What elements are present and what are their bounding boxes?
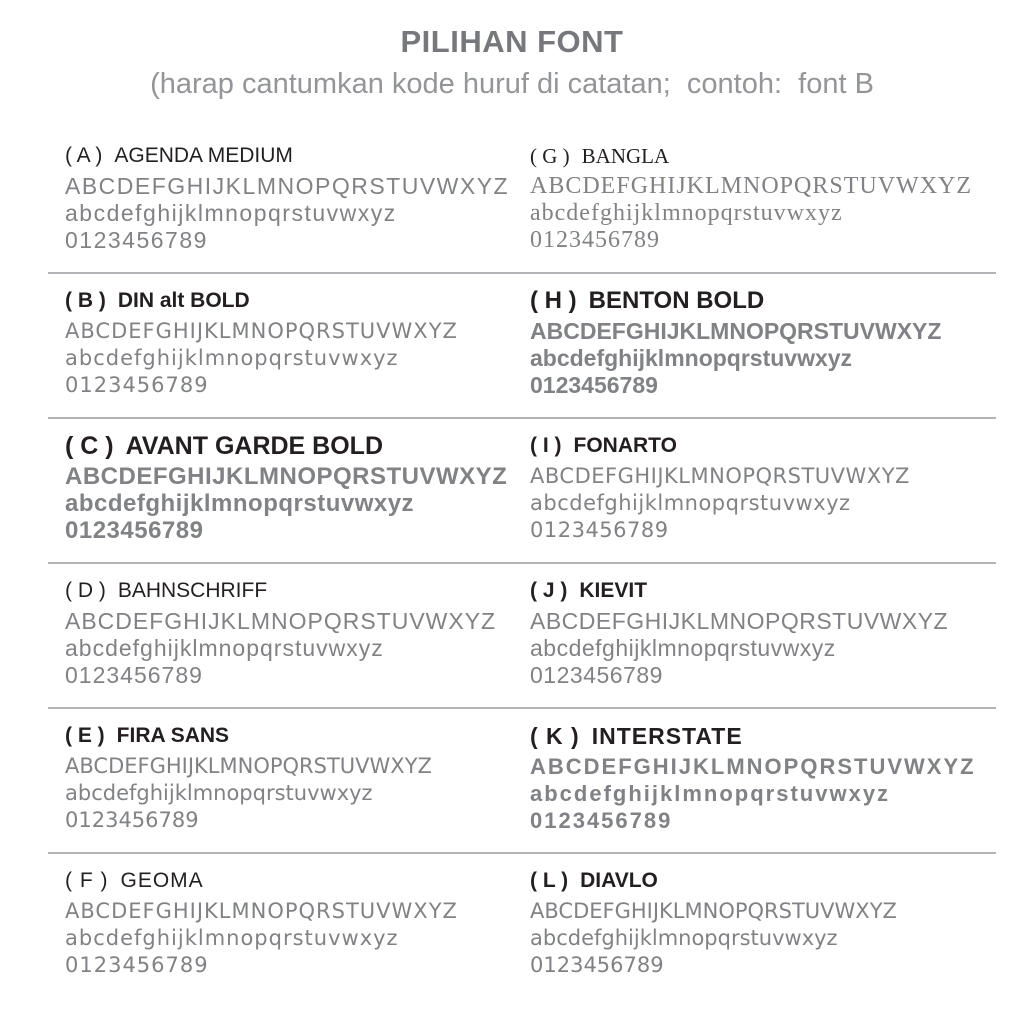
font-code: ( H ) [530,287,577,314]
font-label-d [65,578,530,604]
font-name: BAHNSCHRIFF [117,579,268,602]
digits-sample: 0123456789 [65,953,209,977]
digits-sample: 0123456789 [530,227,660,253]
uppercase-sample: ABCDEFGHIJKLMNOPQRSTUVWXYZ [530,754,976,779]
digits-sample: 0123456789 [65,662,203,688]
font-label-e [65,723,530,749]
digits-sample: 0123456789 [65,808,199,832]
font-grid [48,129,996,997]
lowercase-sample: abcdefghijklmnopqrstuvwxyz [65,200,397,226]
digits-sample: 0123456789 [530,953,664,977]
font-name: AVANT GARDE BOLD [125,432,384,460]
font-code: ( A ) [65,144,103,167]
font-label-c [65,433,530,459]
font-code: ( G ) [530,144,570,168]
lowercase-sample: abcdefghijklmnopqrstuvwxyz [530,781,891,806]
lowercase-sample: abcdefghijklmnopqrstuvwxyz [530,491,851,515]
lowercase-sample: abcdefghijklmnopqrstuvwxyz [530,635,836,661]
font-option-e [48,723,530,834]
font-row-4 [48,562,996,707]
font-name: BANGLA [581,144,670,168]
font-option-i [530,433,996,544]
font-label-a [65,143,530,169]
digits-sample: 0123456789 [530,518,669,542]
font-code: ( I ) [530,434,562,457]
font-code: ( E ) [65,724,105,747]
uppercase-sample: ABCDEFGHIJKLMNOPQRSTUVWXYZ [530,608,949,634]
digits-sample: 0123456789 [65,227,208,253]
font-label-k [530,723,996,749]
font-name: FONARTO [573,434,677,457]
font-option-f [48,868,530,979]
lowercase-sample: abcdefghijklmnopqrstuvwxyz [65,346,399,370]
uppercase-sample: ABCDEFGHIJKLMNOPQRSTUVWXYZ [65,319,458,343]
font-label-g [530,143,996,169]
page-title: PILIHAN FONT [400,24,624,59]
font-row-6 [48,852,996,997]
font-name: DIAVLO [580,869,658,892]
uppercase-sample: ABCDEFGHIJKLMNOPQRSTUVWXYZ [65,608,497,634]
font-option-l [530,868,996,979]
font-name: BENTON BOLD [588,287,765,314]
lowercase-sample: abcdefghijklmnopqrstuvwxyz [530,926,838,950]
digits-sample: 0123456789 [530,662,663,688]
font-option-c [48,433,530,544]
page-header [0,24,1024,101]
uppercase-sample: ABCDEFGHIJKLMNOPQRSTUVWXYZ [65,173,510,199]
font-code: ( F ) [65,869,109,892]
font-option-g [530,143,996,254]
font-label-i [530,433,996,459]
font-row-2 [48,272,996,417]
font-code: ( J ) [530,579,568,602]
digits-sample: 0123456789 [65,517,204,544]
font-label-b [65,288,530,314]
uppercase-sample: ABCDEFGHIJKLMNOPQRSTUVWXYZ [530,173,973,199]
lowercase-sample: abcdefghijklmnopqrstuvwxyz [65,635,384,661]
uppercase-sample: ABCDEFGHIJKLMNOPQRSTUVWXYZ [530,899,897,923]
font-name: DIN alt BOLD [117,289,250,312]
font-label-f [65,868,530,894]
font-option-j [530,578,996,689]
font-name: GEOMA [120,869,204,892]
font-option-h [530,288,996,399]
digits-sample: 0123456789 [530,808,673,833]
font-option-k [530,723,996,834]
font-option-b [48,288,530,399]
lowercase-sample: abcdefghijklmnopqrstuvwxyz [65,926,399,950]
font-row-1 [48,129,996,272]
lowercase-sample: abcdefghijklmnopqrstuvwxyz [530,200,843,226]
font-label-h [530,288,996,314]
digits-sample: 0123456789 [65,373,209,397]
font-code: ( L ) [530,869,569,892]
font-name: FIRA SANS [116,724,230,747]
font-code: ( D ) [65,579,106,602]
uppercase-sample: ABCDEFGHIJKLMNOPQRSTUVWXYZ [530,464,910,488]
font-label-l [530,868,996,894]
uppercase-sample: ABCDEFGHIJKLMNOPQRSTUVWXYZ [530,318,942,344]
lowercase-sample: abcdefghijklmnopqrstuvwxyz [65,490,415,517]
font-code: ( K ) [530,723,580,749]
font-option-d [48,578,530,689]
font-label-j [530,578,996,604]
font-row-3 [48,417,996,562]
font-name: INTERSTATE [591,723,743,749]
font-option-a [48,143,530,254]
font-code: ( C ) [65,432,114,460]
font-name: KIEVIT [579,579,648,602]
uppercase-sample: ABCDEFGHIJKLMNOPQRSTUVWXYZ [65,899,458,923]
font-name: AGENDA MEDIUM [114,144,293,167]
page-subtitle: (harap cantumkan kode huruf di catatan; contoh: font B [150,68,874,100]
uppercase-sample: ABCDEFGHIJKLMNOPQRSTUVWXYZ [65,463,508,490]
lowercase-sample: abcdefghijklmnopqrstuvwxyz [530,345,853,371]
digits-sample: 0123456789 [530,372,658,398]
font-code: ( B ) [65,289,106,312]
font-row-5 [48,707,996,852]
lowercase-sample: abcdefghijklmnopqrstuvwxyz [65,781,373,805]
uppercase-sample: ABCDEFGHIJKLMNOPQRSTUVWXYZ [65,754,432,778]
